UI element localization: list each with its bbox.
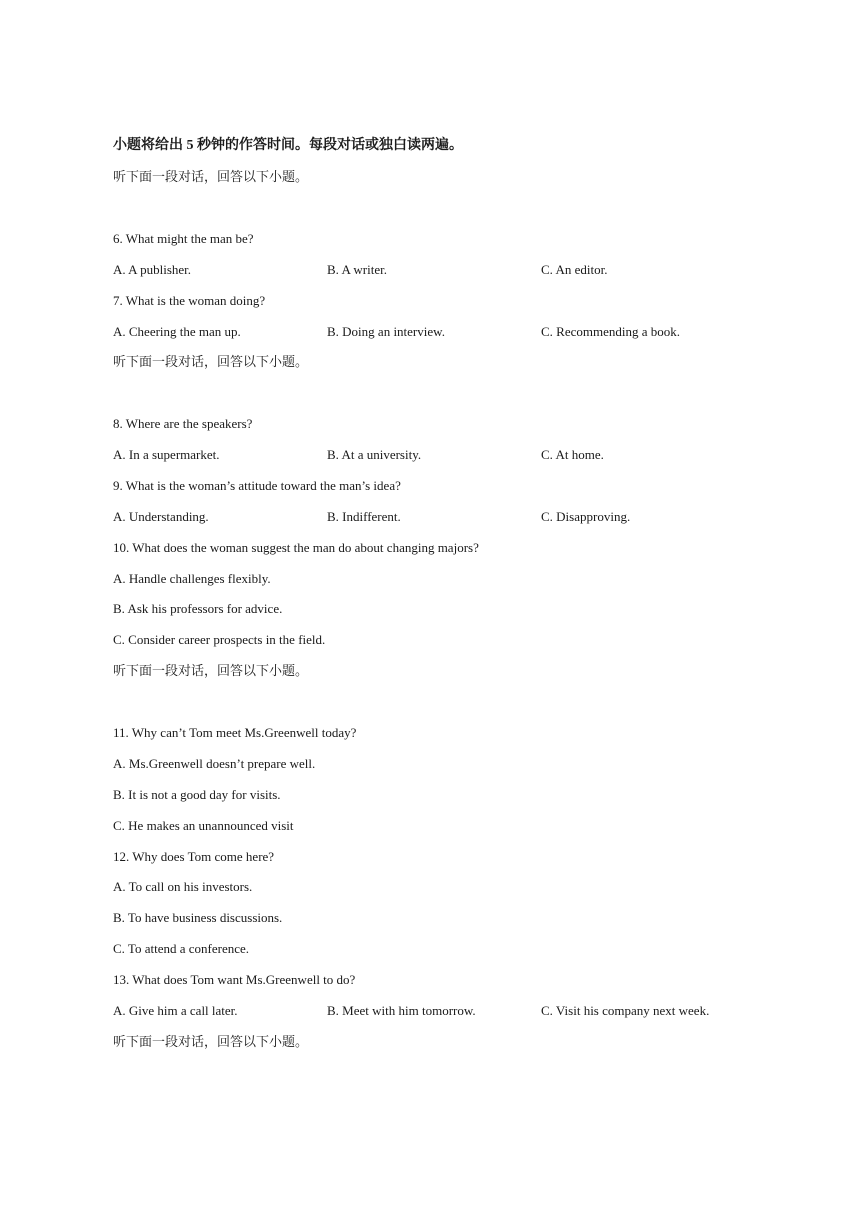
question-6: 6. What might the man be? <box>113 231 254 246</box>
q6-option-b: B. A writer. <box>327 262 387 277</box>
listen-prompt: 听下面一段对话，回答以下小题。 <box>113 169 309 184</box>
q9-option-c: C. Disapproving. <box>541 509 631 524</box>
question-9: 9. What is the woman’s attitude toward the man’s idea? <box>113 478 401 493</box>
question-12: 12. Why does Tom come here? <box>113 849 275 864</box>
q7-option-b: B. Doing an interview. <box>327 324 445 339</box>
q6-option-c: C. An editor. <box>541 262 608 277</box>
section-instructions: 小题将给出 5 秒钟的作答时间。每段对话或独白读两遍。 <box>113 138 463 153</box>
q10-option-b: B. Ask his professors for advice. <box>113 601 283 616</box>
listen-prompt: 听下面一段对话，回答以下小题。 <box>113 1034 309 1049</box>
q7-option-c: C. Recommending a book. <box>541 324 681 339</box>
q13-option-b: B. Meet with him tomorrow. <box>327 1003 476 1018</box>
q12-option-c: C. To attend a conference. <box>113 941 250 956</box>
q6-option-a: A. A publisher. <box>113 262 192 277</box>
question-11: 11. Why can’t Tom meet Ms.Greenwell today? <box>113 725 357 740</box>
q11-option-b: B. It is not a good day for visits. <box>113 787 281 802</box>
listen-prompt: 听下面一段对话，回答以下小题。 <box>113 354 309 369</box>
question-13: 13. What does Tom want Ms.Greenwell to do? <box>113 972 356 987</box>
q10-option-c: C. Consider career prospects in the field. <box>113 632 326 647</box>
q12-option-b: B. To have business discussions. <box>113 910 283 925</box>
q9-option-a: A. Understanding. <box>113 509 209 524</box>
q12-option-a: A. To call on his investors. <box>113 879 253 894</box>
q13-option-c: C. Visit his company next week. <box>541 1003 710 1018</box>
q8-option-c: C. At home. <box>541 447 604 462</box>
q13-option-a: A. Give him a call later. <box>113 1003 238 1018</box>
question-7: 7. What is the woman doing? <box>113 293 266 308</box>
listen-prompt: 听下面一段对话，回答以下小题。 <box>113 663 309 678</box>
question-10: 10. What does the woman suggest the man do about changing majors? <box>113 540 479 555</box>
q11-option-c: C. He makes an unannounced visit <box>113 818 294 833</box>
question-8: 8. Where are the speakers? <box>113 416 253 431</box>
q9-option-b: B. Indifferent. <box>327 509 401 524</box>
q8-option-b: B. At a university. <box>327 447 422 462</box>
q8-option-a: A. In a supermarket. <box>113 447 220 462</box>
q7-option-a: A. Cheering the man up. <box>113 324 241 339</box>
q10-option-a: A. Handle challenges flexibly. <box>113 571 271 586</box>
q11-option-a: A. Ms.Greenwell doesn’t prepare well. <box>113 756 316 771</box>
